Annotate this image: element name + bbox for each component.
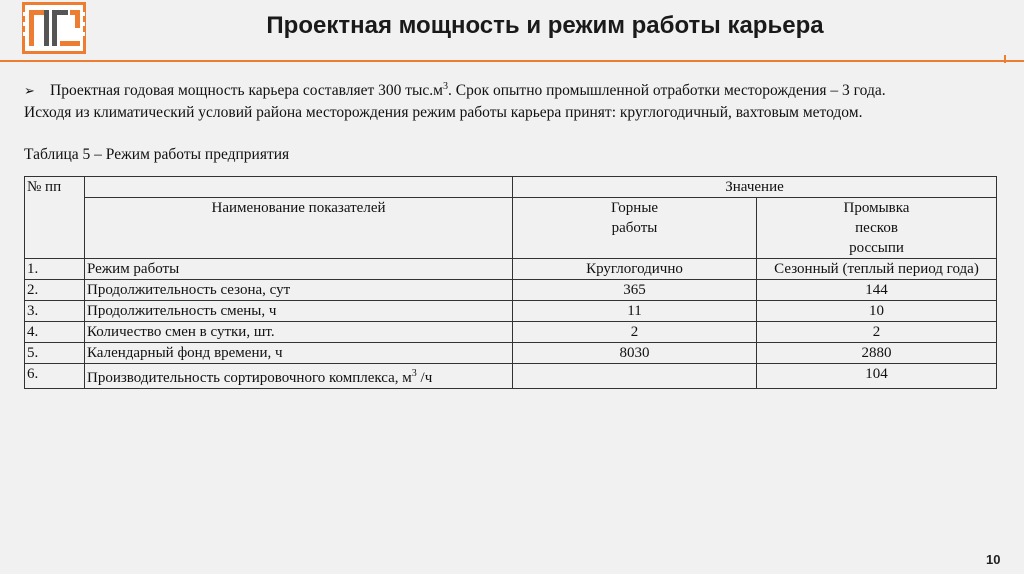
page-number: 10 <box>986 552 1001 567</box>
row-name-rest: /ч <box>416 370 433 386</box>
table-row <box>25 259 997 280</box>
row-value-washing: 104 <box>757 364 997 389</box>
table-caption: Таблица 5 – Режим работы предприятия <box>24 146 290 163</box>
table-row <box>25 343 997 364</box>
table-row <box>25 364 997 389</box>
intro-paragraph <box>24 76 1004 124</box>
row-num: 3. <box>25 301 85 322</box>
row-name: Режим работы <box>85 259 513 280</box>
table-header-row-1 <box>25 177 997 198</box>
table-row <box>25 322 997 343</box>
row-value-washing: 10 <box>757 301 997 322</box>
intro-line1: Проектная годовая мощность карьера составляет 300 тыс.м <box>50 82 443 100</box>
row-value-mining: 11 <box>513 301 757 322</box>
header-col1-line: работы <box>611 220 658 236</box>
header-value-group: Значение <box>513 177 997 198</box>
header-divider <box>0 60 1024 62</box>
row-num: 1. <box>25 259 85 280</box>
row-num: 2. <box>25 280 85 301</box>
intro-line2: Исходя из климатический условий района месторождения режим работы карьера принят: круглогодичный, вахтовым методом. <box>24 104 863 122</box>
intro-line1-rest: . Срок опытно промышленной отработки месторождения – 3 года. <box>447 82 886 100</box>
header-num: № пп <box>25 177 85 259</box>
row-value-mining: Круглогодично <box>513 259 757 280</box>
header-col2-line: Промывка <box>843 200 910 216</box>
row-num: 5. <box>25 343 85 364</box>
row-name: Количество смен в сутки, шт. <box>85 322 513 343</box>
arrow-bullet-icon: ➢ <box>24 83 35 99</box>
work-mode-table <box>24 176 997 389</box>
row-name <box>85 364 513 389</box>
row-value-mining: 8030 <box>513 343 757 364</box>
header-empty <box>85 177 513 198</box>
row-value-washing: Сезонный (теплый период года) <box>757 259 997 280</box>
table-row <box>25 301 997 322</box>
row-name-sup: 3 <box>411 368 417 379</box>
header-tick <box>1004 55 1006 63</box>
row-value-washing: 144 <box>757 280 997 301</box>
row-name: Продолжительность сезона, сут <box>85 280 513 301</box>
header-col1 <box>513 198 757 259</box>
row-value-mining: 2 <box>513 322 757 343</box>
page-title: Проектная мощность и режим работы карьера <box>266 12 824 39</box>
table-header-row-2 <box>25 198 997 259</box>
row-name: Календарный фонд времени, ч <box>85 343 513 364</box>
row-value-washing: 2 <box>757 322 997 343</box>
company-logo <box>22 2 86 54</box>
header-col1-line: Горные <box>610 200 659 216</box>
header-col2 <box>757 198 997 259</box>
row-value-washing: 2880 <box>757 343 997 364</box>
row-name-text: Производительность сортировочного комплекса, м <box>87 370 412 386</box>
row-num: 4. <box>25 322 85 343</box>
row-num: 6. <box>25 364 85 389</box>
slide-header <box>0 0 1024 62</box>
header-name: Наименование показателей <box>85 198 513 259</box>
row-value-mining: 365 <box>513 280 757 301</box>
table-row <box>25 280 997 301</box>
row-name: Продолжительность смены, ч <box>85 301 513 322</box>
header-col2-line: россыпи <box>849 240 904 256</box>
header-col2-line: песков <box>855 220 898 236</box>
intro-sup: 3 <box>442 81 448 92</box>
row-value-mining <box>513 364 757 389</box>
